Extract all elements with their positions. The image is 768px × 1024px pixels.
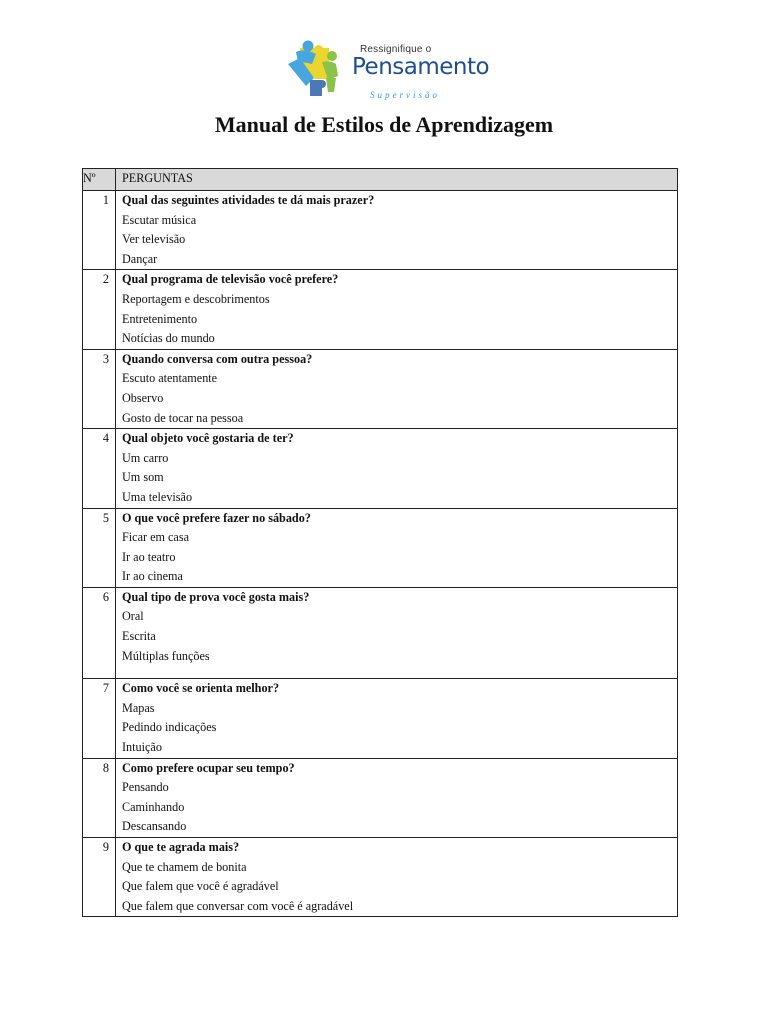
table-row: [83, 679, 678, 758]
answer-option: Que te chamem de bonita: [122, 859, 247, 874]
answer-option: Gosto de tocar na pessoa: [122, 410, 244, 425]
answer-option: Um som: [122, 470, 164, 485]
question-cell: [116, 758, 678, 837]
question-cell: [116, 349, 678, 428]
question-cell: [116, 508, 678, 587]
question-text: Qual tipo de prova você gosta mais?: [122, 589, 310, 604]
question-number: 9: [83, 838, 116, 917]
answer-option: Caminhando: [122, 799, 185, 814]
answer-option: Oral: [122, 609, 144, 624]
question-number: 1: [83, 191, 116, 270]
answer-option: Escuto atentamente: [122, 371, 218, 386]
question-number: 3: [83, 349, 116, 428]
column-header-questions: PERGUNTAS: [116, 169, 678, 191]
answer-option: Ir ao teatro: [122, 549, 176, 564]
table-row: [83, 191, 678, 270]
puzzle-figures-icon: [286, 38, 356, 100]
answer-option: Pedindo indicações: [122, 720, 217, 735]
table-row: [83, 429, 678, 508]
question-cell: [116, 191, 678, 270]
answer-option: Mapas: [122, 700, 155, 715]
question-cell: [116, 679, 678, 758]
answer-option: Escutar música: [122, 212, 197, 227]
question-text: Como prefere ocupar seu tempo?: [122, 760, 295, 775]
answer-option: Observo: [122, 390, 164, 405]
column-header-number: Nº: [83, 169, 116, 191]
answer-option: Escrita: [122, 629, 156, 644]
table-row: [83, 758, 678, 837]
answer-option: Ver televisão: [122, 232, 186, 247]
question-cell: [116, 270, 678, 349]
answer-option: Dançar: [122, 251, 158, 266]
question-text: O que te agrada mais?: [122, 840, 240, 854]
table-row: [83, 838, 678, 917]
question-cell: [116, 429, 678, 508]
answer-option: Entretenimento: [122, 311, 198, 326]
answer-option: Pensando: [122, 780, 169, 795]
question-number: 8: [83, 758, 116, 837]
question-text: O que você prefere fazer no sábado?: [122, 510, 311, 525]
table-row: [83, 587, 678, 678]
logo-tagline: Ressignifique o: [360, 44, 432, 55]
answer-option: Múltiplas funções: [122, 648, 210, 663]
answer-option: Descansando: [122, 819, 187, 834]
question-text: Quando conversa com outra pessoa?: [122, 351, 313, 366]
question-cell: [116, 587, 678, 678]
question-text: Como você se orienta melhor?: [122, 681, 280, 696]
answer-option: Um carro: [122, 450, 169, 465]
document-title: Manual de Estilos de Aprendizagem: [214, 112, 554, 137]
questionnaire-table: [82, 168, 678, 917]
answer-option: Que falem que você é agradável: [122, 879, 279, 894]
question-cell: [116, 838, 678, 917]
question-text: Qual programa de televisão você prefere?: [122, 272, 339, 287]
logo-subtitle: Supervisão: [370, 90, 440, 100]
table-row: [83, 349, 678, 428]
question-number: 2: [83, 270, 116, 349]
table-row: [83, 270, 678, 349]
question-text: Qual objeto você gostaria de ter?: [122, 431, 294, 446]
answer-option: Reportagem e descobrimentos: [122, 291, 270, 306]
question-number: 7: [83, 679, 116, 758]
answer-option: Intuição: [122, 740, 162, 755]
answer-option: Uma televisão: [122, 489, 193, 504]
logo: [286, 38, 490, 100]
answer-option: Que falem que conversar com você é agradável: [122, 898, 354, 913]
question-text: Qual das seguintes atividades te dá mais prazer?: [122, 193, 375, 207]
question-number: 4: [83, 429, 116, 508]
question-number: 6: [83, 587, 116, 678]
answer-option: Ficar em casa: [122, 530, 189, 545]
table-row: [83, 508, 678, 587]
question-number: 5: [83, 508, 116, 587]
answer-option: Ir ao cinema: [122, 569, 183, 584]
logo-wordmark: Pensamento: [352, 54, 490, 80]
table-header-row: [83, 169, 678, 191]
answer-option: Notícias do mundo: [122, 331, 215, 346]
